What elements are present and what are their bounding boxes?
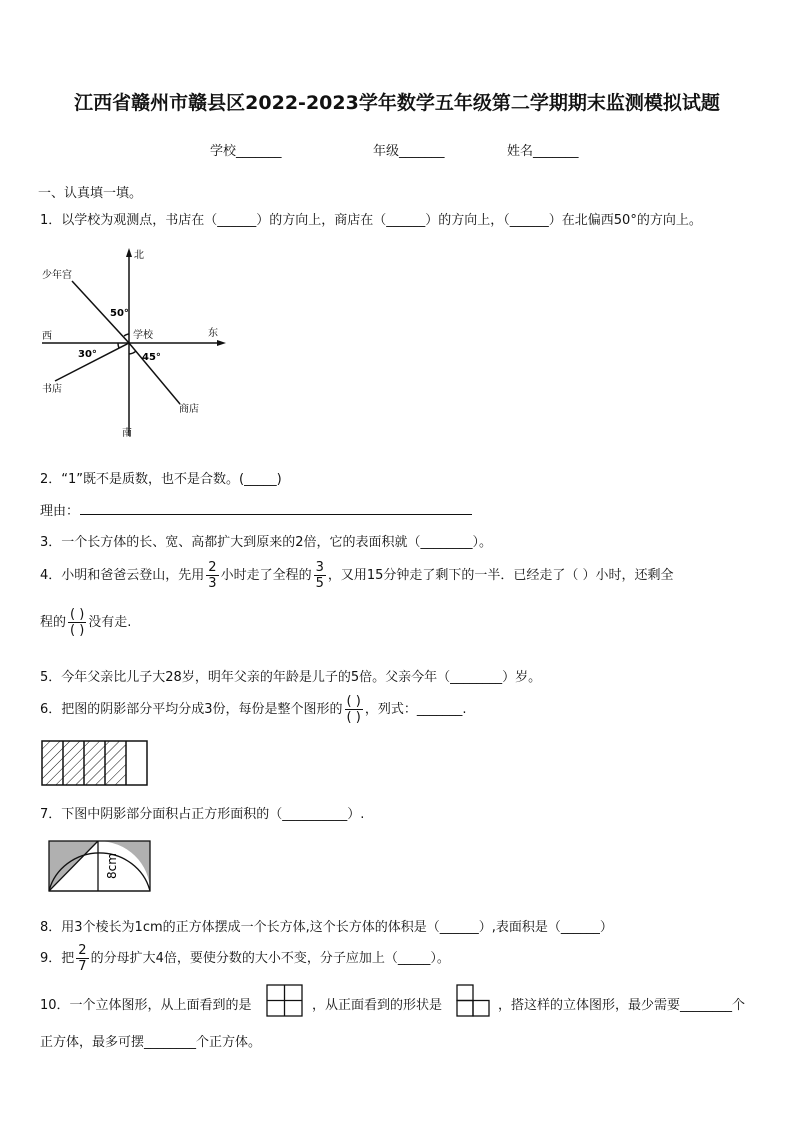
question-1: 1．以学校为观测点，书店在（______）的方向上，商店在（______）的方向上，（______）在北偏西50°的方向上。	[40, 213, 702, 228]
fraction-2-3	[206, 560, 218, 591]
q6-part-b: ，列式：_______.	[364, 702, 467, 717]
fraction-2-7	[76, 943, 88, 974]
fraction-denominator: 5	[315, 576, 324, 591]
section-heading: 一、认真填一填。	[38, 186, 143, 201]
compass-diagram	[38, 244, 228, 442]
q4-part-e: 没有走.	[88, 615, 132, 630]
angle-30-label: 30°	[78, 349, 97, 360]
east-label: 东	[208, 328, 218, 339]
angle-50-label: 50°	[110, 308, 129, 319]
shop-label: 商店	[179, 404, 199, 415]
north-arrow	[126, 248, 132, 257]
question-3: 3．一个长方体的长、宽、高都扩大到原来的2倍，它的表面积就（________）。	[40, 535, 493, 550]
fraction-numerator: ( )	[70, 607, 85, 622]
question-4	[40, 560, 674, 591]
fraction-numerator: ( )	[346, 694, 361, 709]
q4-part-a: 4．小明和爸爸云登山，先用	[40, 568, 205, 583]
front-view-figure	[456, 984, 492, 1018]
question-9	[40, 942, 450, 976]
west-label: 西	[42, 331, 52, 342]
question-2-reason: 理由：	[40, 504, 80, 519]
fraction-numerator: 2	[208, 560, 217, 575]
name-field[interactable]: 姓名_______	[507, 144, 579, 159]
grade-field[interactable]: 年级_______	[373, 144, 445, 159]
question-10-part-c: ，搭这样的立体图形，最少需要________个	[498, 998, 746, 1013]
question-8: 8．用3个棱长为1cm的正方体摆成一个长方体,这个长方体的体积是（______）,表面积是（______）	[40, 920, 613, 935]
reason-answer-line[interactable]	[80, 514, 472, 515]
east-arrow	[217, 340, 226, 346]
fraction-numerator: 3	[315, 560, 324, 575]
school-label: 学校	[133, 330, 153, 341]
question-10-part-b: ，从正面看到的形状是	[312, 998, 443, 1013]
fraction-denominator: ( )	[346, 710, 361, 725]
q4-part-d: 程的	[40, 615, 67, 630]
question-10-part-d: 正方体，最多可摆________个正方体。	[40, 1035, 262, 1050]
q4-part-b: 小时走了全程的	[220, 568, 312, 583]
page-title: 江西省赣州市赣县区2022-2023学年数学五年级第二学期期末监测模拟试题	[74, 92, 720, 114]
q9-part-a: 9．把	[40, 951, 75, 966]
bookstore-label: 书店	[42, 384, 62, 395]
q4-part-c: ，又用15分钟走了剩下的一半．已经走了（ ）小时，还剩全	[327, 568, 674, 583]
question-10-part-a: 10．一个立体图形，从上面看到的是	[40, 998, 252, 1013]
fraction-numerator: 2	[78, 943, 87, 958]
question-4-continued	[40, 607, 131, 638]
semicircle-figure	[46, 836, 156, 894]
fraction-denominator: ( )	[70, 623, 85, 638]
q6-part-a: 6．把图的阴影部分平均分成3份，每份是整个图形的	[40, 702, 343, 717]
question-5: 5．今年父亲比儿子大28岁，明年父亲的年龄是儿子的5倍。父亲今年（________）岁。	[40, 670, 542, 685]
fraction-denominator: 7	[78, 959, 87, 974]
shaded-strip-figure	[41, 740, 149, 786]
question-6	[40, 694, 466, 725]
question-2: 2．“1”既不是质数，也不是合数。(_____)	[40, 472, 282, 487]
north-label: 北	[134, 250, 144, 261]
length-label: 8cm	[105, 853, 119, 879]
school-field[interactable]: 学校_______	[210, 144, 282, 159]
top-view-figure	[266, 984, 304, 1018]
palace-label: 少年宫	[42, 270, 72, 281]
question-7: 7．下图中阴影部分面积占正方形面积的（__________）.	[40, 807, 365, 822]
fraction-3-5	[314, 560, 326, 591]
blank-fraction[interactable]	[68, 607, 86, 638]
fraction-denominator: 3	[208, 576, 217, 591]
angle-45-label: 45°	[142, 352, 161, 363]
q9-part-b: 的分母扩大4倍，要使分数的大小不变，分子应加上（_____）。	[90, 951, 450, 966]
south-label: 南	[122, 428, 132, 439]
blank-fraction[interactable]	[345, 694, 363, 725]
